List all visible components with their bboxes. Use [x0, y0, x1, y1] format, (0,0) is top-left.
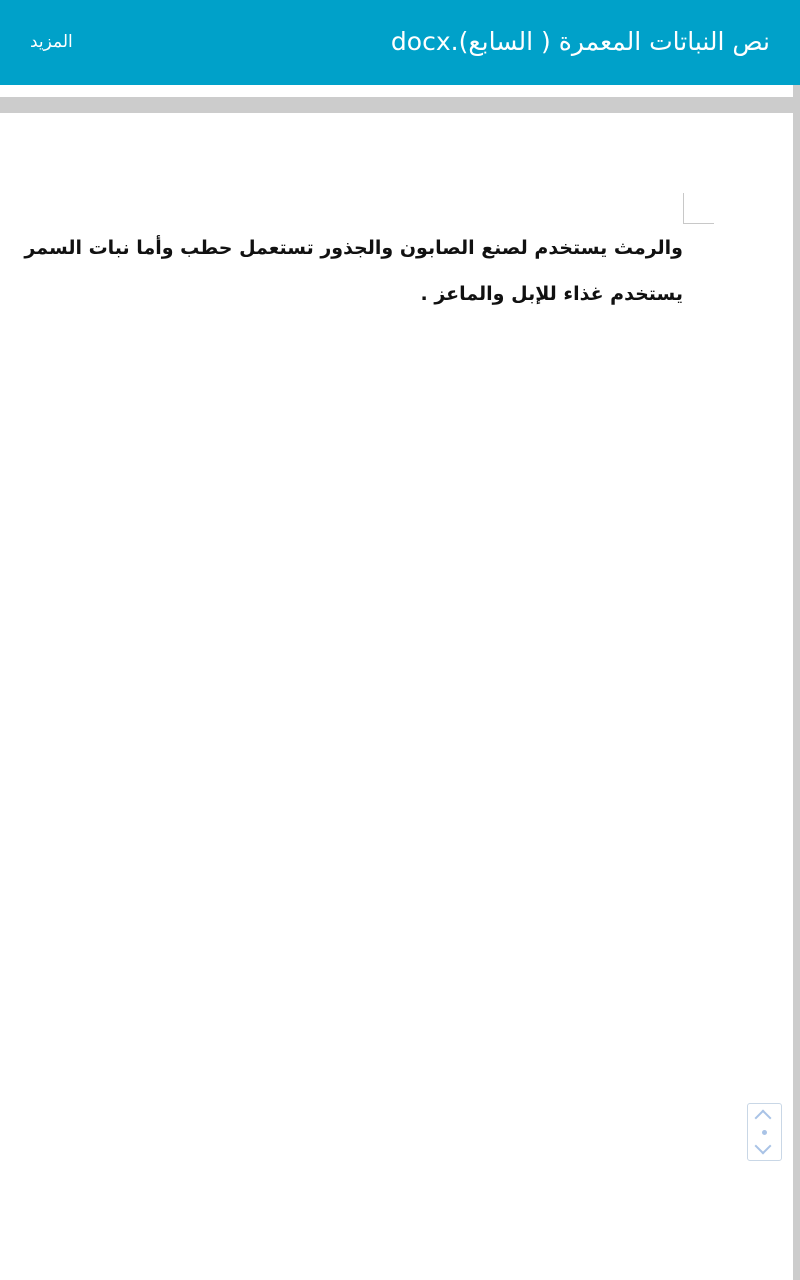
page-navigator: [747, 1103, 782, 1161]
document-paragraph: والرمث يستخدم لصنع الصابون والجذور تستعمل حطب وأما نبات السمر يستخدم غذاء للإبل والماعز .: [24, 237, 683, 305]
more-button[interactable]: المزيد: [30, 27, 73, 57]
scrollbar-track[interactable]: [793, 85, 800, 1280]
page-separator: [0, 97, 800, 113]
app-bar: [0, 0, 800, 85]
page-margin-corner-mark: [683, 193, 714, 224]
document-page: [0, 113, 793, 1280]
chevron-up-icon[interactable]: [755, 1110, 772, 1127]
document-title: نص النباتات المعمرة ( السابع).docx: [390, 27, 770, 56]
chevron-down-icon[interactable]: [755, 1138, 772, 1155]
dot-icon[interactable]: [762, 1130, 767, 1135]
